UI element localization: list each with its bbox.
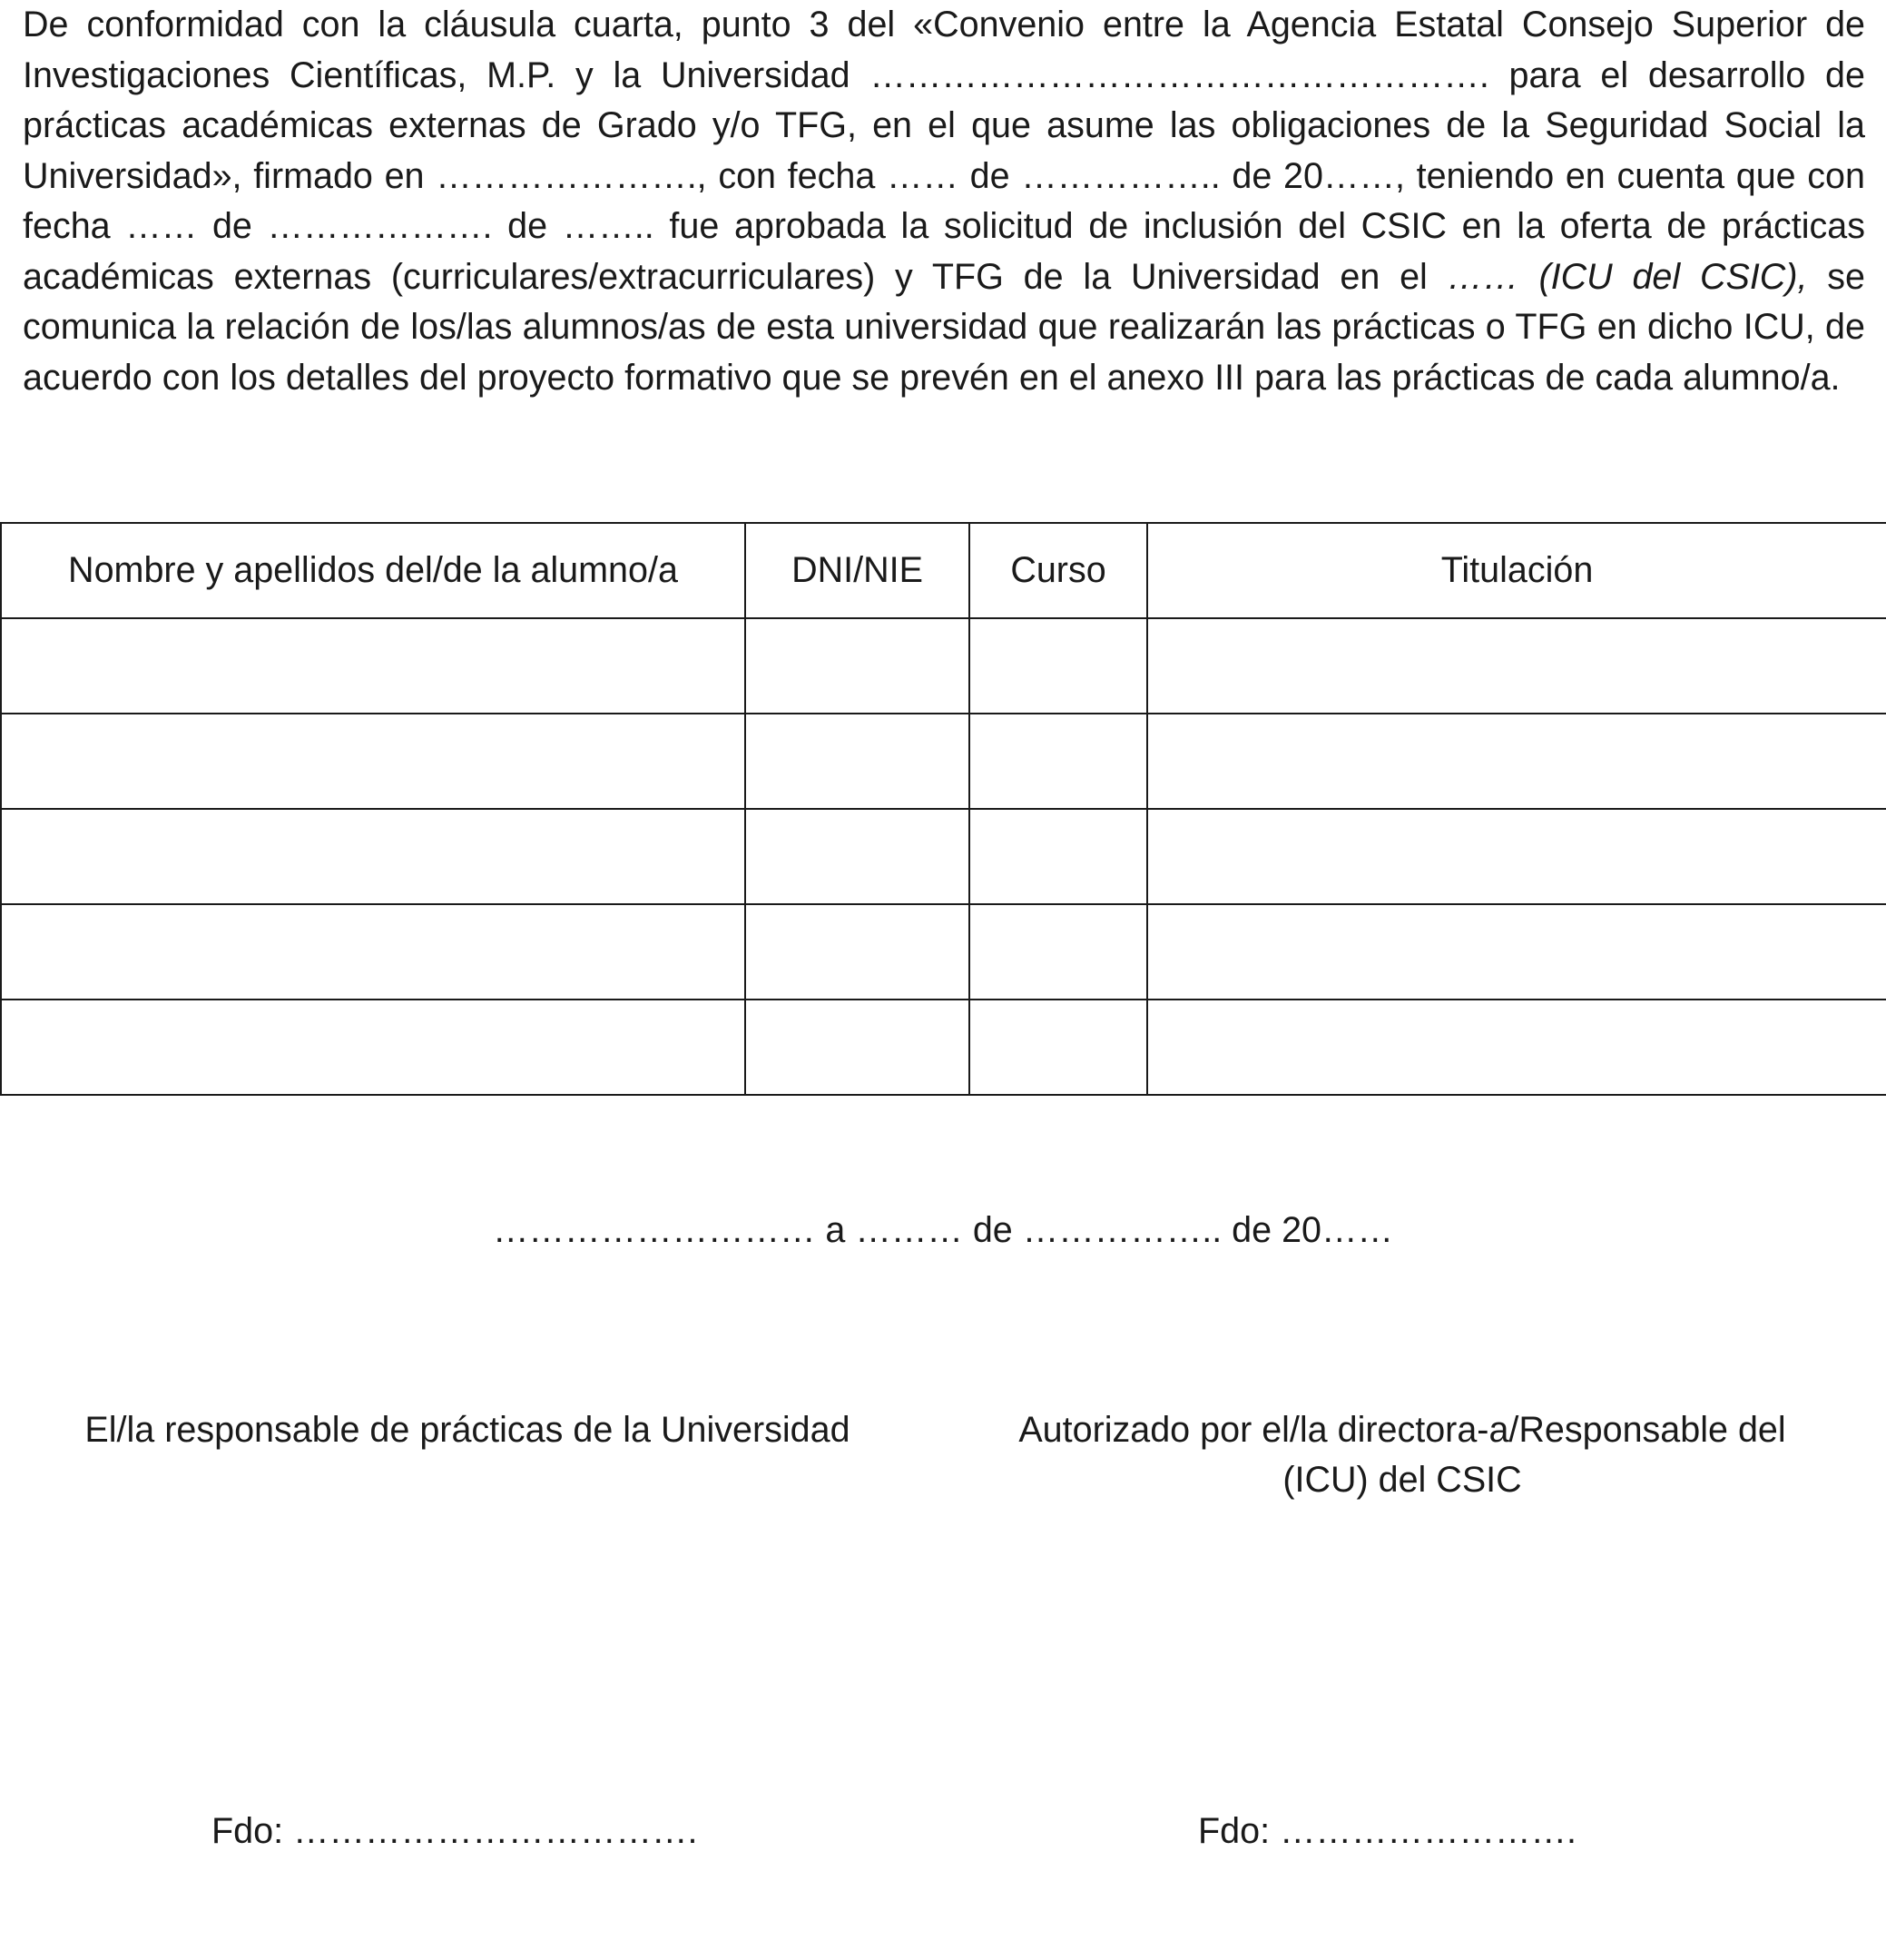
cell-degree[interactable] [1147,714,1886,809]
intro-text-italic: …… (ICU del CSIC), [1447,256,1808,297]
cell-name[interactable] [1,618,745,714]
cell-course[interactable] [969,618,1147,714]
university-signature-line: Fdo: ……………………………. [211,1811,698,1851]
intro-text-part2: se comunica la relación de los/las alumnos/as de esta universidad que realizarán las prácticas o TFG en dicho ICU, de acuerdo con los detalles del proyecto formativo que se prevén en el anexo III para las prácticas de cada alumno/a. [23,256,1865,398]
cell-degree[interactable] [1147,904,1886,1000]
cell-course[interactable] [969,714,1147,809]
csic-signature-title-line2: (ICU) del CSIC [1282,1460,1522,1500]
cell-name[interactable] [1,904,745,1000]
cell-dni[interactable] [745,618,969,714]
cell-dni[interactable] [745,904,969,1000]
table-row [1,714,1886,809]
header-degree: Titulación [1147,523,1886,618]
csic-signature-title [962,1405,1842,1505]
table-row [1,904,1886,1000]
cell-degree[interactable] [1147,809,1886,904]
cell-dni[interactable] [745,714,969,809]
csic-signature-title-line1: Autorizado por el/la directora-a/Responsable del [1018,1410,1786,1450]
cell-course[interactable] [969,904,1147,1000]
intro-paragraph [23,0,1865,403]
cell-name[interactable] [1,809,745,904]
cell-course[interactable] [969,809,1147,904]
table-row [1,618,1886,714]
csic-signature-line: Fdo: ……………………. [1198,1811,1577,1851]
intro-text-part1: De conformidad con la cláusula cuarta, punto 3 del «Convenio entre la Agencia Estatal Consejo Superior de Investigaciones Científicas, M.P. y la Universidad ……………………………………………. para el desarrollo de prácticas académicas externas de Grado y/o TFG, en el que asume las obligaciones de la Seguridad Social la Universidad», firmado en …………………., con fecha …… de …………….. de 20……, teniendo en cuenta que con fecha …… de ………………. de …….. fue aprobada la solicitud de inclusión del CSIC en la oferta de prácticas académicas externas (curriculares/extracurriculares) y TFG de la Universidad en el [23,5,1865,297]
header-dni: DNI/NIE [745,523,969,618]
header-name: Nombre y apellidos del/de la alumno/a [1,523,745,618]
cell-dni[interactable] [745,1000,969,1095]
cell-name[interactable] [1,1000,745,1095]
cell-degree[interactable] [1147,618,1886,714]
university-signature-title: El/la responsable de prácticas de la Universidad [84,1410,850,1450]
cell-dni[interactable] [745,809,969,904]
cell-name[interactable] [1,714,745,809]
table-row [1,809,1886,904]
table-row [1,1000,1886,1095]
students-table [0,522,1886,1096]
cell-degree[interactable] [1147,1000,1886,1095]
table-header-row [1,523,1886,618]
place-date-line: ……………………… a ……… de …………….. de 20…… [492,1210,1394,1250]
cell-course[interactable] [969,1000,1147,1095]
header-course: Curso [969,523,1147,618]
